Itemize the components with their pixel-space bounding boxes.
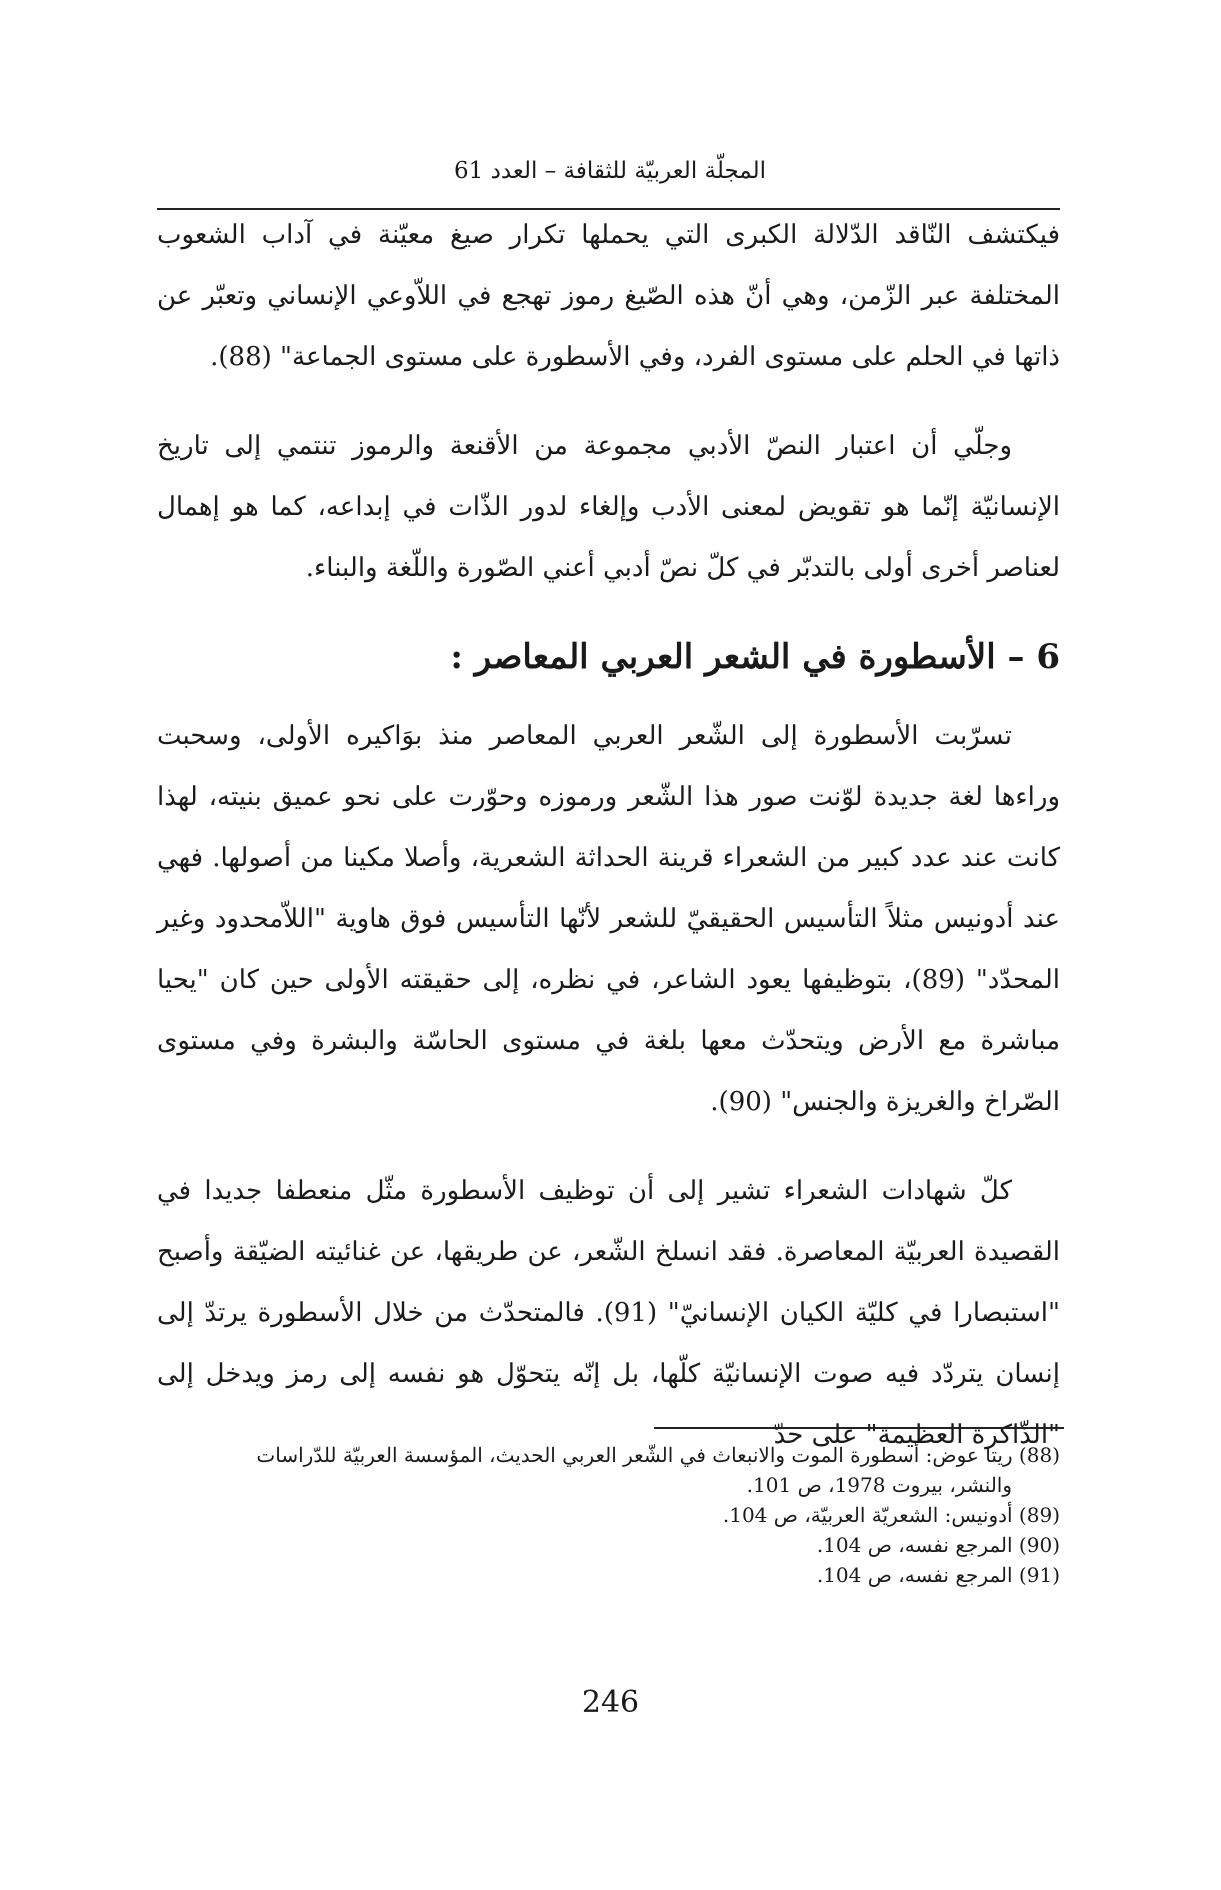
running-header: المجلّة العربيّة للثقافة – العدد 61 bbox=[453, 158, 767, 184]
footnote-91: (91) المرجع نفسه، ص 104. bbox=[816, 1563, 1060, 1587]
section-paragraph-2: كلّ شهادات الشعراء تشير إلى أن توظيف الأسطورة مثّل منعطفا جديدا في القصيدة العربيّة المعاصرة. فقد انسلخ الشّعر، عن طريقها، عن غنائيته الضيّقة وأصبح "استبصارا في كليّة الكيان الإنسانيّ" (91). فالمتحدّث من خلال الأسطورة يرتدّ إلى إنسان يتردّد فيه صوت الإنسانيّة كلّها، بل إنّه يتحوّل هو نفسه إلى رمز ويدخل إلى "الذّاكرة العظيمة" على حدّ bbox=[157, 1176, 1060, 1450]
paragraph-1: فيكتشف النّاقد الدّلالة الكبرى التي يحملها تكرار صيغ معيّنة في آداب الشعوب المختلفة عبر الزّمن، وهي أنّ هذه الصّيغ رموز تهجع في اللاّوعي الإنساني وتعبّر عن ذاتها في الحلم على مستوى الفرد، وفي الأسطورة على مستوى الجماعة" (88). bbox=[157, 220, 1060, 372]
paragraph-2: وجلّي أن اعتبار النصّ الأدبي مجموعة من الأقنعة والرموز تنتمي إلى تاريخ الإنسانيّة إنّما هو تقويض لمعنى الأدب وإلغاء لدور الذّات في إبداعه، كما هو إهمال لعناصر أخرى أولى بالتدبّر في كلّ نصّ أدبي أعني الصّورة واللّغة والبناء. bbox=[157, 431, 1060, 583]
footnote-89: (89) أدونيس: الشعريّة العربيّة، ص 104. bbox=[722, 1503, 1060, 1527]
section-paragraph-1: تسرّبت الأسطورة إلى الشّعر العربي المعاصر منذ بوَاكيره الأولى، وسحبت وراءها لغة جديدة لوّنت صور هذا الشّعر ورموزه وحوّرت على نحو عميق بنيته، لهذا كانت عند عدد كبير من الشعراء قرينة الحداثة الشعرية، وأصلا مكينا من أصولها. فهي عند أدونيس مثلاً التأسيس الحقيقيّ للشعر لأنّها التأسيس فوق هاوية "اللاّمحدود وغير المحدّد" (89)، بتوظيفها يعود الشاعر، في نظره، إلى حقيقته الأولى حين كان "يحيا مباشرة مع الأرض ويتحدّث معها بلغة في مستوى الحاسّة والبشرة وفي مستوى الصّراخ والغريزة والجنس" (90). bbox=[157, 721, 1060, 1117]
page-number: 246 bbox=[581, 1685, 640, 1720]
footnote-88-continuation: والنشر، بيروت 1978، ص 101. bbox=[746, 1473, 1012, 1497]
body-text bbox=[157, 205, 1060, 1494]
footnotes bbox=[157, 1440, 1060, 1590]
footnote-88: (88) ريتا عوض: أسطورة الموت والانبعاث في الشّعر العربي الحديث، المؤسسة العربيّة للدّراسات bbox=[256, 1443, 1060, 1467]
footnote-90: (90) المرجع نفسه، ص 104. bbox=[816, 1533, 1060, 1557]
footnote-separator bbox=[654, 1427, 1064, 1429]
section-heading: 6 – الأسطورة في الشعر العربي المعاصر : bbox=[450, 637, 1060, 677]
